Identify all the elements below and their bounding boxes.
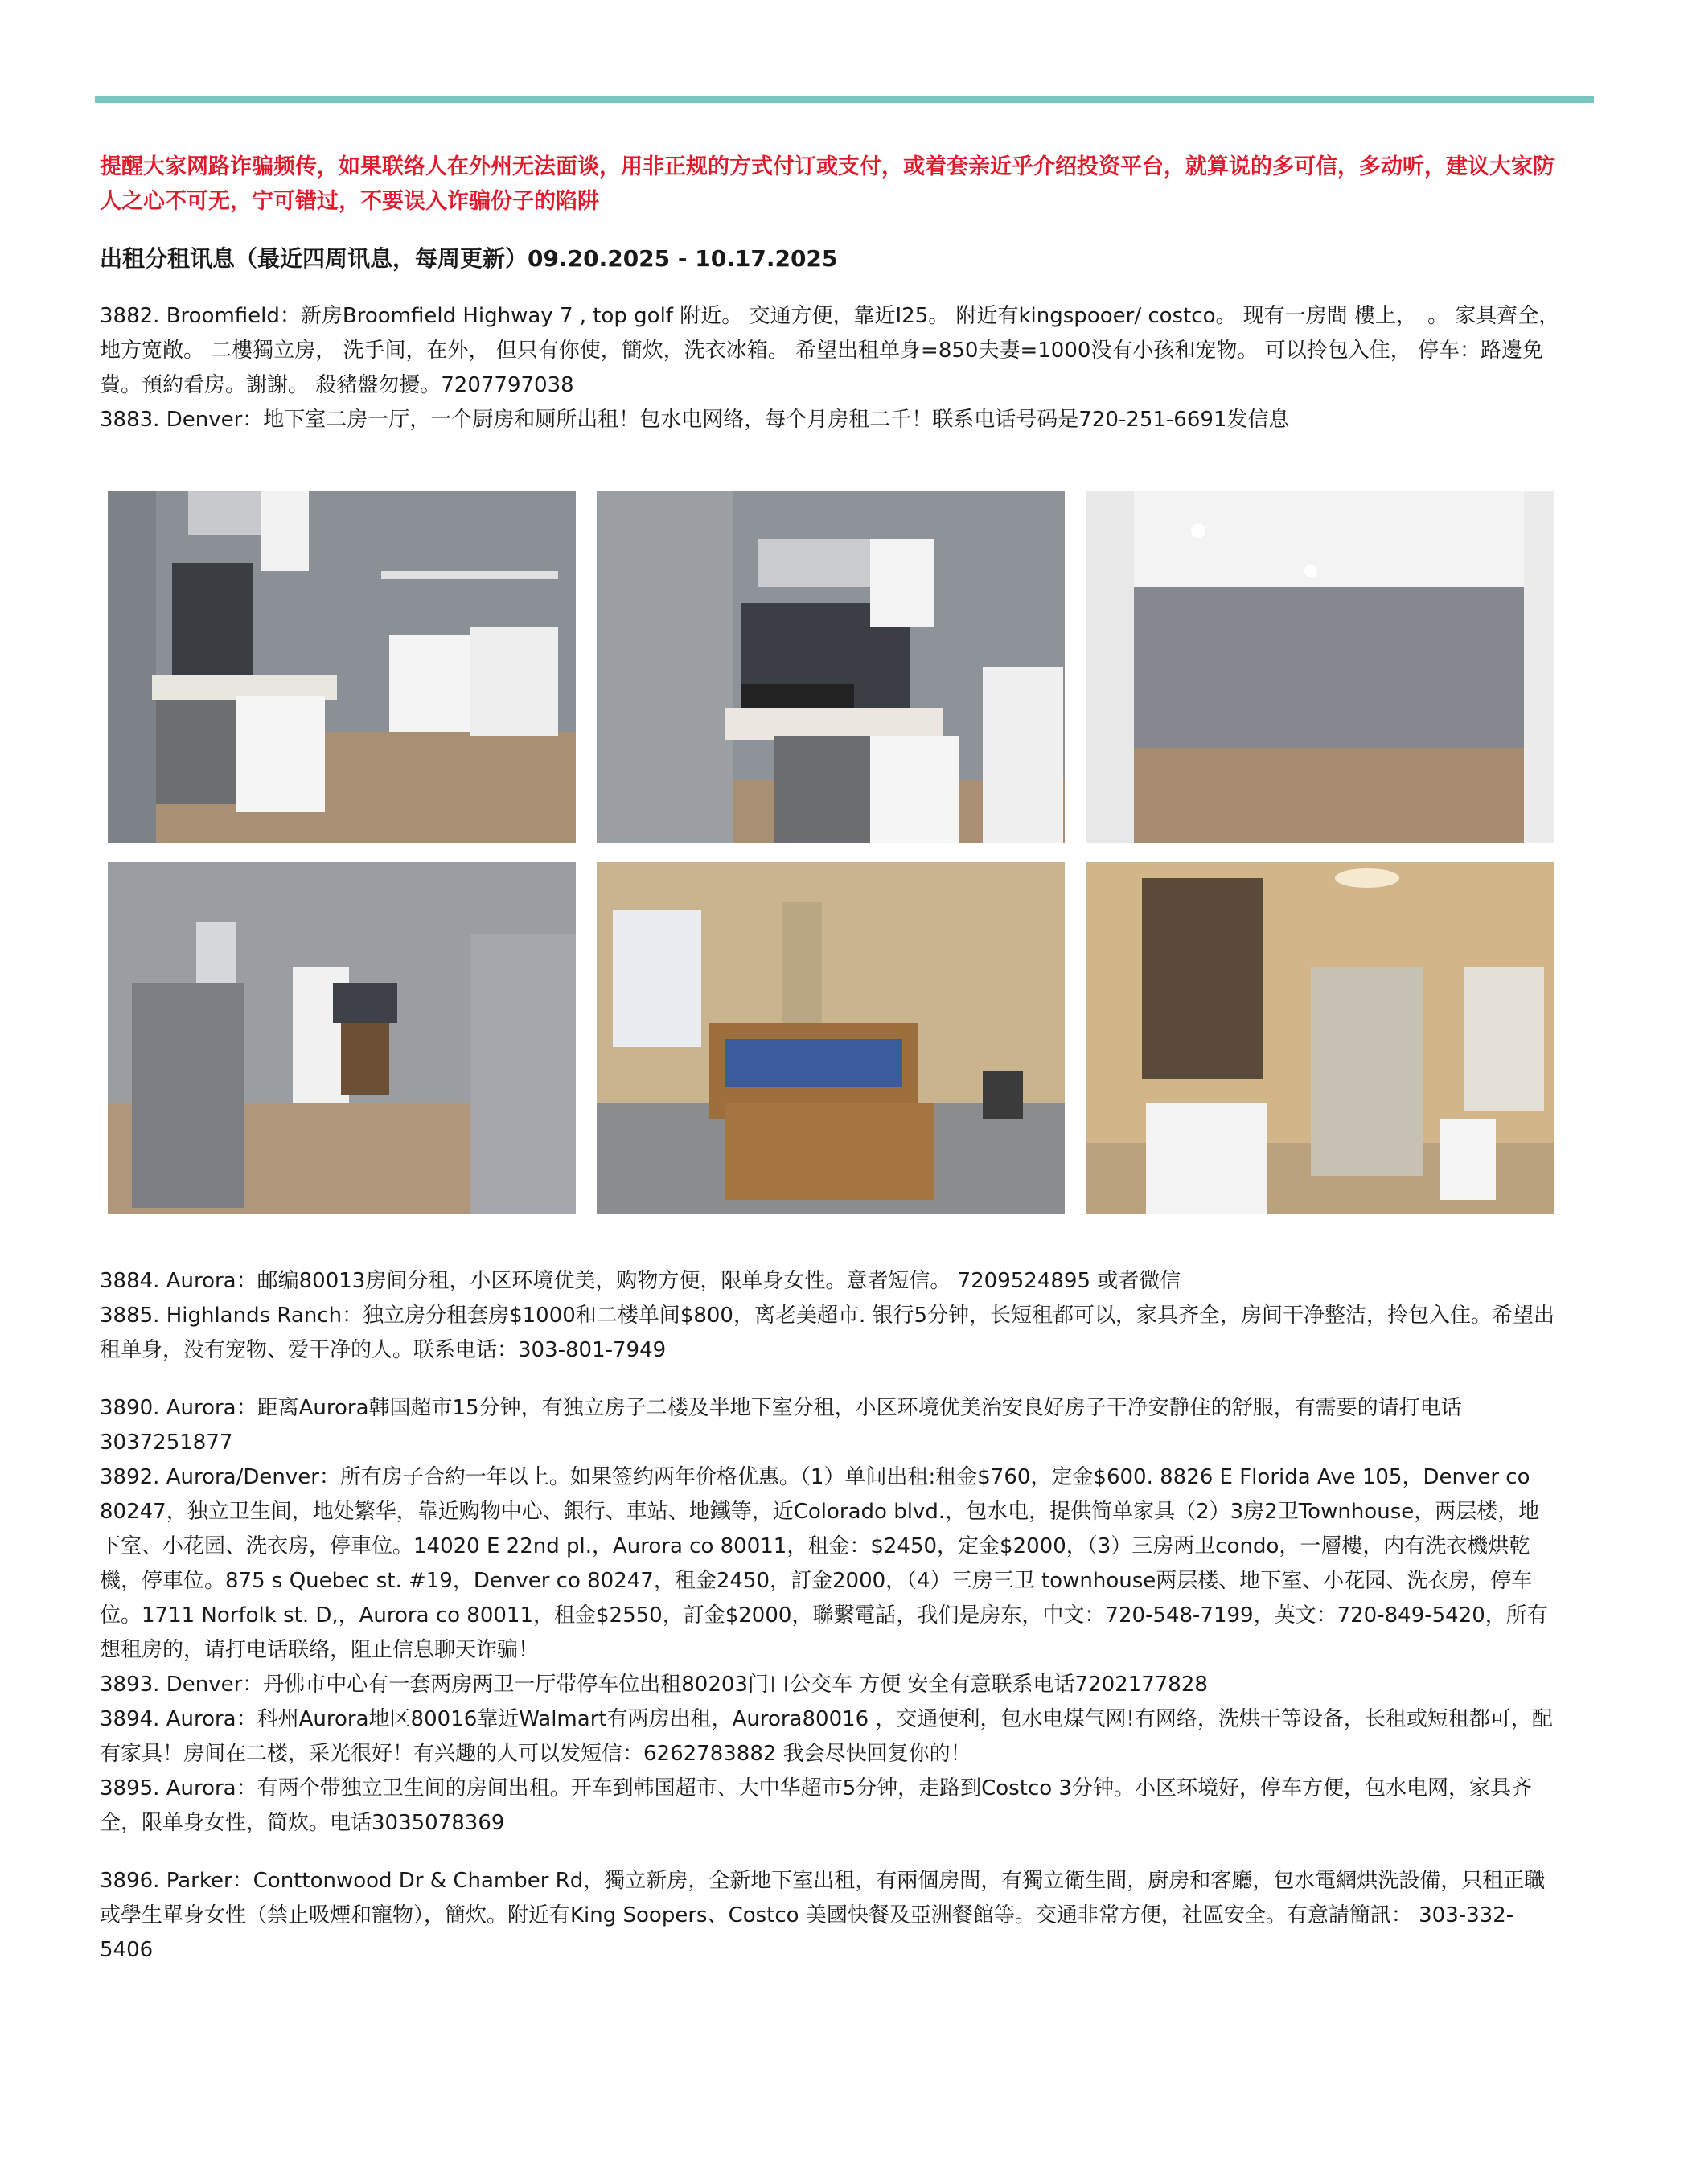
section-heading: 出租分租讯息（最近四周讯息，每周更新）09.20.2025 - 10.17.2025 — [100, 245, 838, 272]
photo-grid — [108, 491, 1554, 1216]
listing-3884: 3884. Aurora：邮编80013房间分租，小区环境优美，购物方便，限单身女性。意者短信。 7209524895 或者微信 — [100, 1269, 1181, 1293]
listing-block-top — [100, 299, 1560, 437]
listing-3894: 3894. Aurora：科州Aurora地区80016靠近Walmart有两房出租，Aurora80016 ，交通便利，包水电煤气网!有网络，洗烘干等设备，长租或短租都可，配有家具！房间在二楼，采光很好！有兴趣的人可以发短信：6262783882 我会尽快回复你的！ — [100, 1707, 1553, 1766]
listing-3890: 3890. Aurora：距离Aurora韩国超市15分钟，有独立房子二楼及半地下室分租，小区环境优美治安良好房子干净安静住的舒服，有需要的请打电话3037251877 — [100, 1396, 1462, 1455]
listing-block-lower — [100, 1391, 1560, 1841]
listing-3893: 3893. Denver：丹佛市中心有一套两房两卫一厅带停车位出租80203门口公交车 方便 安全有意联系电话7202177828 — [100, 1673, 1208, 1697]
listing-3883: 3883. Denver：地下室二房一厅，一个厨房和厕所出租！包水电网络，每个月房租二千！联系电话号码是720-251-6691发信息 — [100, 408, 1290, 432]
empty-room-photo — [1086, 491, 1554, 843]
kitchen-stove-photo — [597, 491, 1065, 843]
bathroom-photo — [1086, 862, 1554, 1214]
listing-3892: 3892. Aurora/Denver：所有房子合約一年以上。如果签约两年价格优惠。（1）单间出租:租金$760，定金$600. 8826 E Florida Ave 105，Denver co 80247，独立卫生间，地处繁华，靠近购物中心、銀行、車站、地鐵等，近Colorado blvd.，包水电，提供简单家具（2）3房2卫Townhouse，两层楼，地下室、小花园、洗衣房，停車位。14020 E 22nd pl.，Aurora co 80011，租金：$2450，定金$2000，（3）三房两卫condo，一層樓，内有洗衣機烘乾機，停車位。875 s Quebec st. #19，Denver co 80247，租金2450，訂金2000，（4）三房三卫 townhouse两层楼、地下室、小花园、洗衣房，停车位。1711 Norfolk st. D,，Aurora co 80011，租金$2550，訂金$2000，聯繫電話，我们是房东，中文：720-548-7199，英文：720-849-5420，所有想租房的，请打电话联络，阻止信息聊天诈骗！ — [100, 1465, 1548, 1662]
listing-3882: 3882. Broomfield：新房Broomfield Highway 7 , top golf 附近。 交通方便，靠近I25。 附近有kingspooer/ costco。 现有一房間 樓上， 。 家具齊全，地方宽敞。 二樓獨立房， 洗手间，在外， 但只有你使，簡炊，洗衣冰箱。 希望出租单身=850夫妻=1000没有小孩和宠物。 可以拎包入住， 停车：路邊免費。預約看房。謝謝。 殺豬盤勿擾。7207797038 — [100, 304, 1560, 397]
kitchen-laundry-photo — [108, 491, 576, 843]
top-divider — [95, 96, 1594, 103]
fridge-hallway-photo — [108, 862, 576, 1214]
listing-3895: 3895. Aurora：有两个带独立卫生间的房间出租。开车到韩国超市、大中华超市5分钟，走路到Costco 3分钟。小区环境好，停车方便，包水电网，家具齐全，限单身女性，简炊。电话3035078369 — [100, 1776, 1532, 1835]
listing-block-bottom — [100, 1864, 1560, 1968]
scam-warning: 提醒大家网路诈骗频传，如果联络人在外州无法面谈，用非正规的方式付订或支付，或着套亲近乎介绍投资平台，就算说的多可信，多动听，建议大家防人之心不可无，宁可错过，不要误入诈骗份子的陷阱 — [100, 154, 1555, 214]
listing-block-mid — [100, 1264, 1560, 1368]
listing-3896: 3896. Parker：Conttonwood Dr & Chamber Rd，獨立新房，全新地下室出租，有兩個房間，有獨立衛生間，廚房和客廳，包水電網烘洗設備，只租正職或學生單身女性（禁止吸煙和寵物），簡炊。附近有King Soopers、Costco 美國快餐及亞洲餐館等。交通非常方便，社區安全。有意請簡訊： 303-332-5406 — [100, 1869, 1546, 1962]
bedroom-photo — [597, 862, 1065, 1214]
listing-3885: 3885. Highlands Ranch：独立房分租套房$1000和二楼单间$800，离老美超市. 银行5分钟，长短租都可以，家具齐全，房间干净整洁，拎包入住。希望出租单身，没有宠物、爱干净的人。联系电话：303-801-7949 — [100, 1303, 1555, 1362]
